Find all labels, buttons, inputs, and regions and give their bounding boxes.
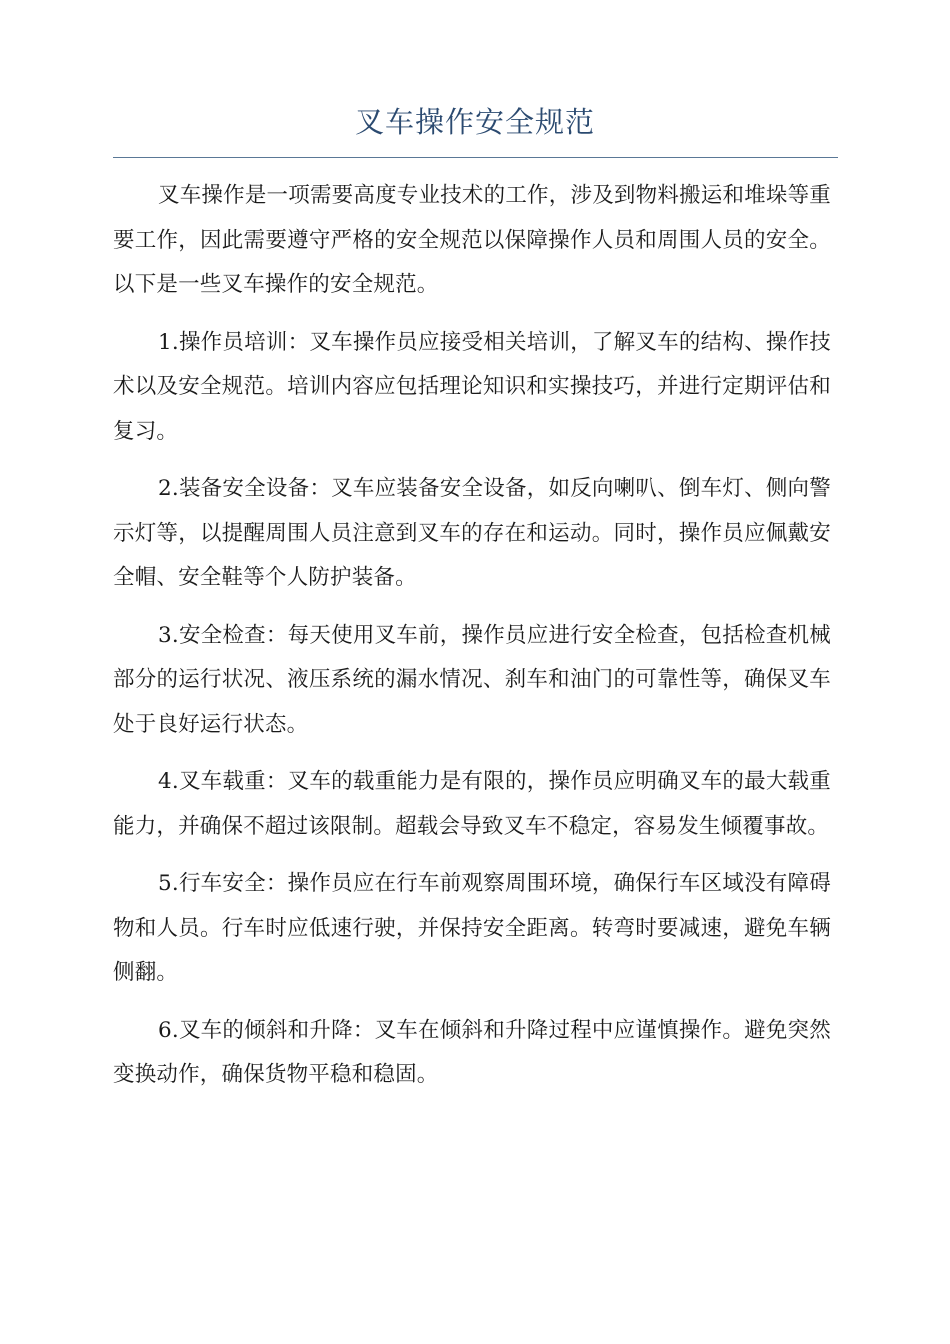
paragraph-operator-training: 1.操作员培训：叉车操作员应接受相关培训，了解叉车的结构、操作技术以及安全规范。培训内容应包括理论知识和实操技巧，并进行定期评估和复习。 [113,329,831,444]
paragraph-safety-inspection: 3.安全检查：每天使用叉车前，操作员应进行安全检查，包括检查机械部分的运行状况、液压系统的漏水情况、刹车和油门的可靠性等，确保叉车处于良好运行状态。 [113,622,831,737]
paragraph-tilt-and-lift: 6.叉车的倾斜和升降：叉车在倾斜和升降过程中应谨慎操作。避免突然变换动作，确保货物平稳和稳固。 [113,1017,831,1087]
paragraph-driving-safety: 5.行车安全：操作员应在行车前观察周围环境，确保行车区域没有障碍物和人员。行车时应低速行驶，并保持安全距离。转弯时要减速，避免车辆侧翻。 [113,871,831,985]
paragraph-load-capacity: 4.叉车载重：叉车的载重能力是有限的，操作员应明确叉车的最大载重能力，并确保不超过该限制。超载会导致叉车不稳定，容易发生倾覆事故。 [113,769,831,839]
document-body [113,174,831,1111]
paragraph-safety-equipment: 2.装备安全设备：叉车应装备安全设备，如反向喇叭、倒车灯、侧向警示灯等，以提醒周围人员注意到叉车的存在和运动。同时，操作员应佩戴安全帽、安全鞋等个人防护装备。 [113,476,831,590]
title-divider [113,157,838,158]
document-title: 叉车操作安全规范 [354,105,595,139]
intro-paragraph: 叉车操作是一项需要高度专业技术的工作，涉及到物料搬运和堆垛等重要工作，因此需要遵守严格的安全规范以保障操作人员和周围人员的安全。以下是一些叉车操作的安全规范。 [113,183,831,297]
